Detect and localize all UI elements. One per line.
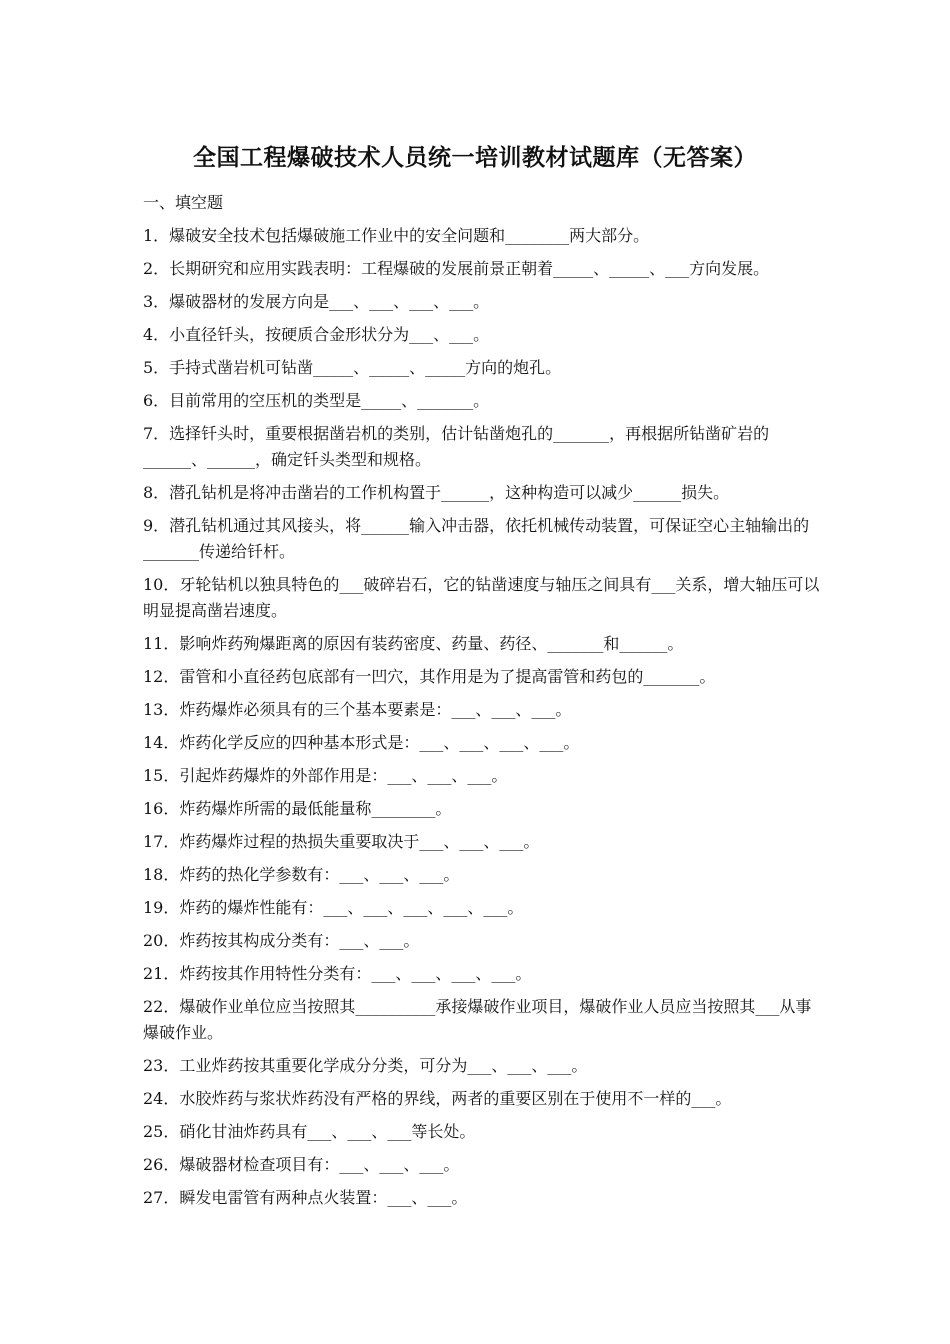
question-item: 6．目前常用的空压机的类型是_____、_______。	[143, 391, 490, 410]
question-item: 27．瞬发电雷管有两种点火装置：___、___。	[143, 1188, 468, 1207]
question-item: 3．爆破器材的发展方向是___、___、___、___。	[143, 292, 490, 311]
question-item: 18．炸药的热化学参数有：___、___、___。	[143, 865, 460, 884]
question-item: 9．潜孔钻机通过其风接头，将______输入冲击器，依托机械传动装置，可保证空心主轴输出的_______传递给钎杆。	[143, 516, 810, 561]
document-body	[143, 190, 823, 1218]
question-item: 26．爆破器材检查项目有：___、___、___。	[143, 1155, 460, 1174]
question-item: 22．爆破作业单位应当按照其__________承接爆破作业项目，爆破作业人员应当按照其___从事爆破作业。	[143, 997, 812, 1042]
question-item: 13．炸药爆炸必须具有的三个基本要素是：___、___、___。	[143, 700, 572, 719]
question-item: 19．炸药的爆炸性能有：___、___、___、___、___。	[143, 898, 524, 917]
question-item: 17．炸药爆炸过程的热损失重要取决于___、___、___。	[143, 832, 540, 851]
question-item: 14．炸药化学反应的四种基本形式是：___、___、___、___。	[143, 733, 580, 752]
question-item: 7．选择钎头时，重要根据凿岩机的类别，估计钻凿炮孔的_______，再根据所钻凿矿岩的______、______，确定钎头类型和规格。	[143, 424, 770, 469]
question-item: 20．炸药按其构成分类有：___、___。	[143, 931, 420, 950]
question-item: 16．炸药爆炸所需的最低能量称________。	[143, 799, 452, 818]
question-item: 11．影响炸药殉爆距离的原因有装药密度、药量、药径、_______和______。	[143, 634, 684, 653]
document-title: 全国工程爆破技术人员统一培训教材试题库（无答案）	[193, 145, 757, 171]
question-item: 12．雷管和小直径药包底部有一凹穴，其作用是为了提高雷管和药包的_______。	[143, 667, 716, 686]
question-item: 8．潜孔钻机是将冲击凿岩的工作机构置于______，这种构造可以减少______损失。	[143, 483, 730, 502]
question-item: 1．爆破安全技术包括爆破施工作业中的安全问题和________两大部分。	[143, 226, 650, 245]
question-item: 4．小直径钎头，按硬质合金形状分为___、___。	[143, 325, 490, 344]
question-item: 15．引起炸药爆炸的外部作用是：___、___、___。	[143, 766, 508, 785]
question-item: 25．硝化甘油炸药具有___、___、___等长处。	[143, 1122, 476, 1141]
question-item: 5．手持式凿岩机可钻凿_____、_____、_____方向的炮孔。	[143, 358, 562, 377]
question-item: 24．水胶炸药与浆状炸药没有严格的界线，两者的重要区别在于使用不一样的___。	[143, 1089, 732, 1108]
question-item: 2．长期研究和应用实践表明：工程爆破的发展前景正朝着_____、_____、___方向发展。	[143, 259, 770, 278]
section-heading: 一、填空题	[143, 193, 224, 212]
question-item: 23．工业炸药按其重要化学成分分类，可分为___、___、___。	[143, 1056, 588, 1075]
question-item: 10．牙轮钻机以独具特色的___破碎岩石，它的钻凿速度与轴压之间具有___关系，增大轴压可以明显提高凿岩速度。	[143, 575, 820, 620]
question-item: 21．炸药按其作用特性分类有：___、___、___、___。	[143, 964, 532, 983]
question-list	[143, 223, 823, 1211]
